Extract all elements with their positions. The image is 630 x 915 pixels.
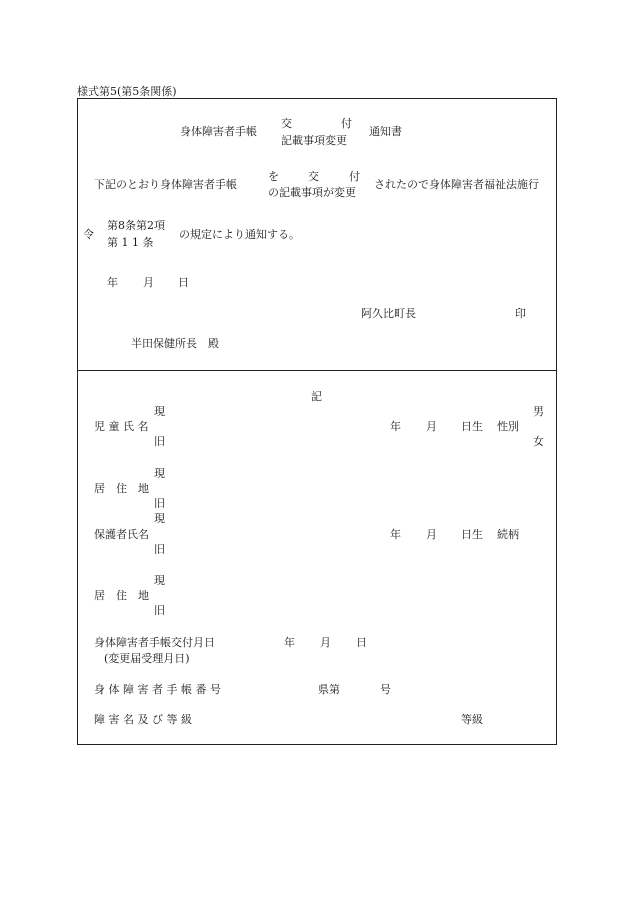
statement-kou: 交 bbox=[308, 170, 319, 183]
child-birth-day: 日生 bbox=[461, 420, 483, 433]
sex-female: 女 bbox=[533, 435, 544, 448]
guardian-former: 旧 bbox=[154, 543, 165, 556]
disability-label: 障 害 名 及 び 等 級 bbox=[94, 713, 192, 726]
grade-label: 等級 bbox=[461, 713, 483, 726]
guardian-name-label: 保護者氏名 bbox=[94, 528, 149, 541]
issue-date-month: 月 bbox=[320, 636, 331, 649]
guardian-current: 現 bbox=[154, 512, 165, 525]
guardian-address-former: 旧 bbox=[154, 604, 165, 617]
guardian-address-current: 現 bbox=[154, 574, 165, 587]
guardian-address-label: 居 住 地 bbox=[94, 589, 149, 602]
issue-date-note: (変更届受理月日) bbox=[104, 652, 190, 665]
child-address-current: 現 bbox=[154, 467, 165, 480]
booklet-prefecture: 県第 bbox=[318, 683, 340, 696]
issue-date-day: 日 bbox=[356, 636, 367, 649]
addressee: 半田保健所長 殿 bbox=[131, 337, 219, 350]
title-kou: 交 bbox=[281, 117, 292, 130]
title-suffix: 通知書 bbox=[369, 125, 402, 138]
booklet-number-label: 身 体 障 害 者 手 帳 番 号 bbox=[94, 683, 221, 696]
statement-wo: を bbox=[268, 170, 279, 183]
title-fu: 付 bbox=[341, 117, 352, 130]
statement-alt: の記載事項が変更 bbox=[268, 186, 356, 199]
relationship-label: 続柄 bbox=[497, 528, 519, 541]
child-birth-month: 月 bbox=[426, 420, 437, 433]
issue-date-year: 年 bbox=[284, 636, 295, 649]
child-name-label: 児 童 氏 名 bbox=[94, 420, 149, 433]
title-change: 記載事項変更 bbox=[281, 134, 347, 147]
child-address-former: 旧 bbox=[154, 497, 165, 510]
booklet-number-suffix: 号 bbox=[380, 683, 391, 696]
issuer-seal: 印 bbox=[515, 307, 526, 320]
statement-tail: されたので身体障害者福祉法施行 bbox=[374, 178, 539, 191]
sex-label: 性別 bbox=[497, 420, 519, 433]
statement-fu: 付 bbox=[349, 170, 360, 183]
statement-lead: 下記のとおり身体障害者手帳 bbox=[94, 178, 237, 191]
form-label: 様式第5(第5条関係) bbox=[77, 85, 177, 98]
child-birth-year: 年 bbox=[390, 420, 401, 433]
details-heading: 記 bbox=[311, 390, 322, 403]
child-current: 現 bbox=[154, 405, 165, 418]
issuer-town: 阿久比町長 bbox=[361, 307, 416, 320]
date-month: 月 bbox=[143, 276, 154, 289]
title-prefix: 身体障害者手帳 bbox=[180, 125, 257, 138]
child-address-label: 居 住 地 bbox=[94, 482, 149, 495]
statement-closing: の規定により通知する。 bbox=[179, 228, 300, 241]
date-day: 日 bbox=[178, 276, 189, 289]
statement-rei: 令 bbox=[83, 228, 94, 241]
sex-male: 男 bbox=[533, 405, 544, 418]
guardian-birth-day: 日生 bbox=[461, 528, 483, 541]
guardian-birth-month: 月 bbox=[426, 528, 437, 541]
guardian-birth-year: 年 bbox=[390, 528, 401, 541]
child-former: 旧 bbox=[154, 435, 165, 448]
date-year: 年 bbox=[107, 276, 118, 289]
article-top: 第8条第2項 bbox=[107, 219, 165, 232]
article-bottom: 第 1 1 条 bbox=[107, 236, 154, 249]
issue-date-label: 身体障害者手帳交付月日 bbox=[94, 636, 215, 649]
